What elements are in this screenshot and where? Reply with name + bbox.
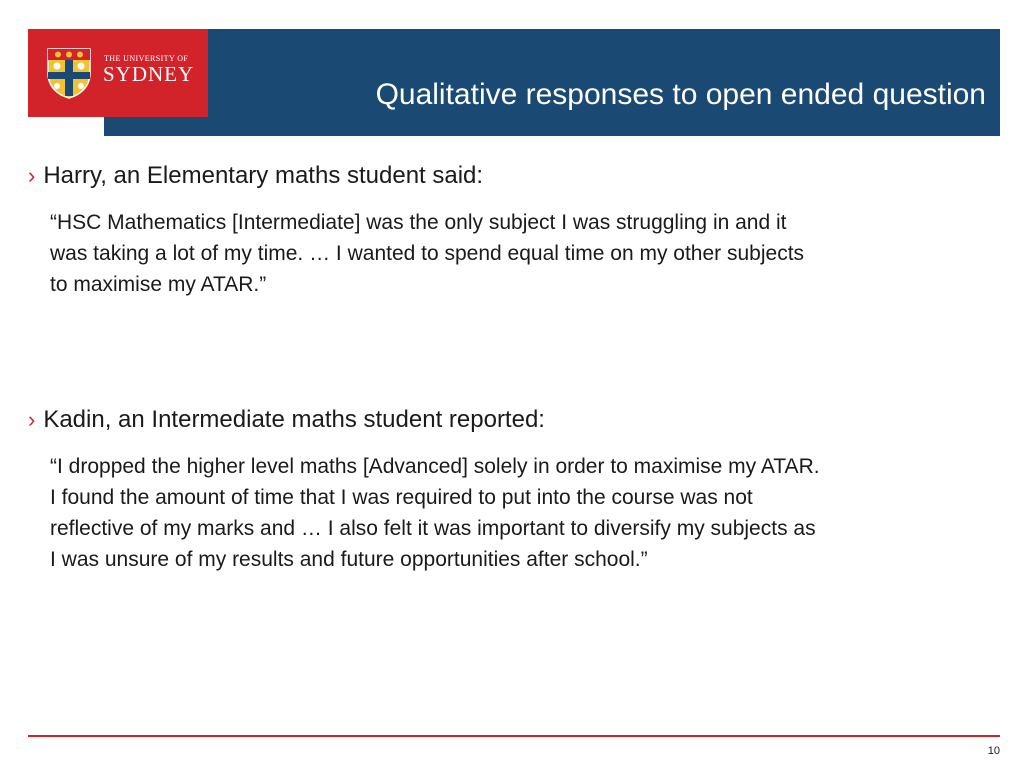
slide-title: Qualitative responses to open ended question — [375, 78, 986, 111]
quote-line: was taking a lot of my time. … I wanted to spend equal time on my other subjects — [50, 242, 805, 265]
bullet-text: Kadin, an Intermediate maths student reported: — [43, 406, 545, 433]
quote-line: to maximise my ATAR.” — [50, 273, 267, 296]
quote-line: I found the amount of time that I was required to put into the course was not — [50, 486, 753, 509]
page-number: 10 — [987, 745, 1000, 757]
bullet-text: Harry, an Elementary maths student said: — [43, 162, 484, 189]
quote-kadin — [50, 451, 1000, 575]
logo-small-text: THE UNIVERSITY OF — [104, 54, 189, 63]
footer-divider — [28, 735, 1000, 737]
quote-line: I was unsure of my results and future opportunities after school.” — [50, 548, 648, 571]
quote-harry — [50, 207, 1000, 300]
bullet-chevron-icon: › — [28, 163, 36, 188]
quote-line: reflective of my marks and … I also felt it was important to diversify my subjects as — [50, 517, 816, 540]
bullet-chevron-icon: › — [28, 407, 36, 432]
bullet-harry — [28, 162, 988, 190]
quote-line: “I dropped the higher level maths [Advanced] solely in order to maximise my ATAR. — [50, 455, 820, 478]
university-logo — [28, 29, 208, 117]
header-band — [104, 29, 1000, 136]
quote-line: “HSC Mathematics [Intermediate] was the only subject I was struggling in and it — [50, 211, 787, 234]
shield-icon — [46, 47, 92, 99]
bullet-kadin — [28, 406, 988, 434]
logo-wordmark: SYDNEY — [103, 62, 195, 86]
